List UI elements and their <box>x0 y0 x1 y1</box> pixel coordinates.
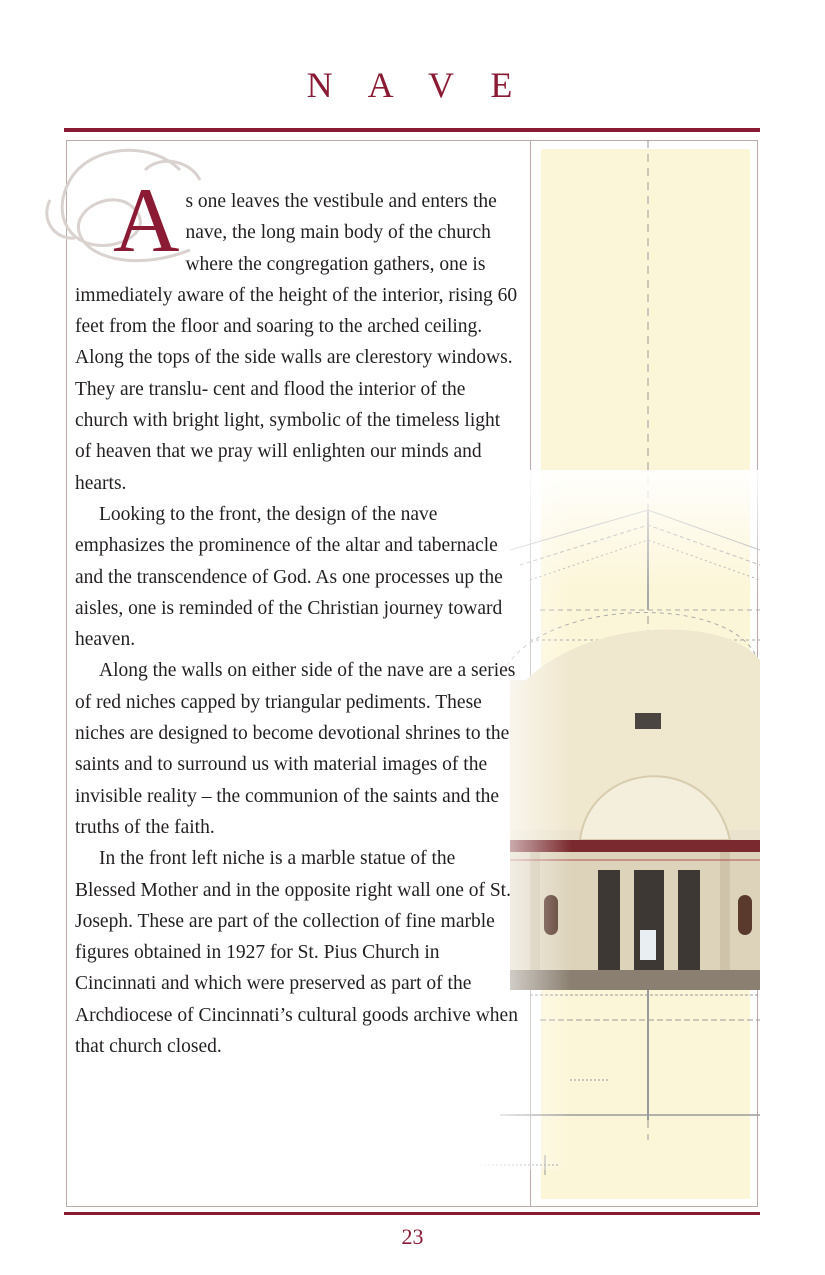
paragraph-1-text: s one leaves the vestibule and enters the nave, the long main body of the church where the congregation gathers, one is immediately aware of the height of the interior, rising 60 feet from the floor and soaring to the arched ceiling. Along the tops of the side walls are clerestory windows. They are translu- cent and flood the interior of the church with bright light, symbolic of the timeless light of heaven that we pray will enlighten our minds and hearts. <box>75 191 518 494</box>
top-rule <box>64 128 760 132</box>
article-body <box>75 169 520 1062</box>
paragraph-1 <box>75 169 520 499</box>
drop-cap: A <box>113 169 180 271</box>
page-number: 23 <box>401 1224 424 1249</box>
paragraph-3: Along the walls on either side of the nave are a series of red niches capped by triangular pediments. These niches are designed to become devotional shrines to the saints and to surround us with material images of the invisible reality – the communion of the saints and the truths of the faith. <box>75 660 516 838</box>
paragraph-4: In the front left niche is a marble statue of the Blessed Mother and in the opposite right wall one of St. Joseph. These are part of the collection of fine marble figures obtained in 1927 for St. Pius Church in Cincinnati and which were preserved as part of the Archdiocese of Cincinnati’s cultural goods archive when that church closed. <box>75 848 518 1058</box>
bottom-rule <box>64 1212 760 1215</box>
paragraph-2: Looking to the front, the design of the nave emphasizes the prominence of the altar and tabernacle and the transcendence of God. As one processes up the aisles, one is reminded of the Christian journey toward heaven. <box>75 503 503 651</box>
page-title: N A V E <box>306 65 527 105</box>
